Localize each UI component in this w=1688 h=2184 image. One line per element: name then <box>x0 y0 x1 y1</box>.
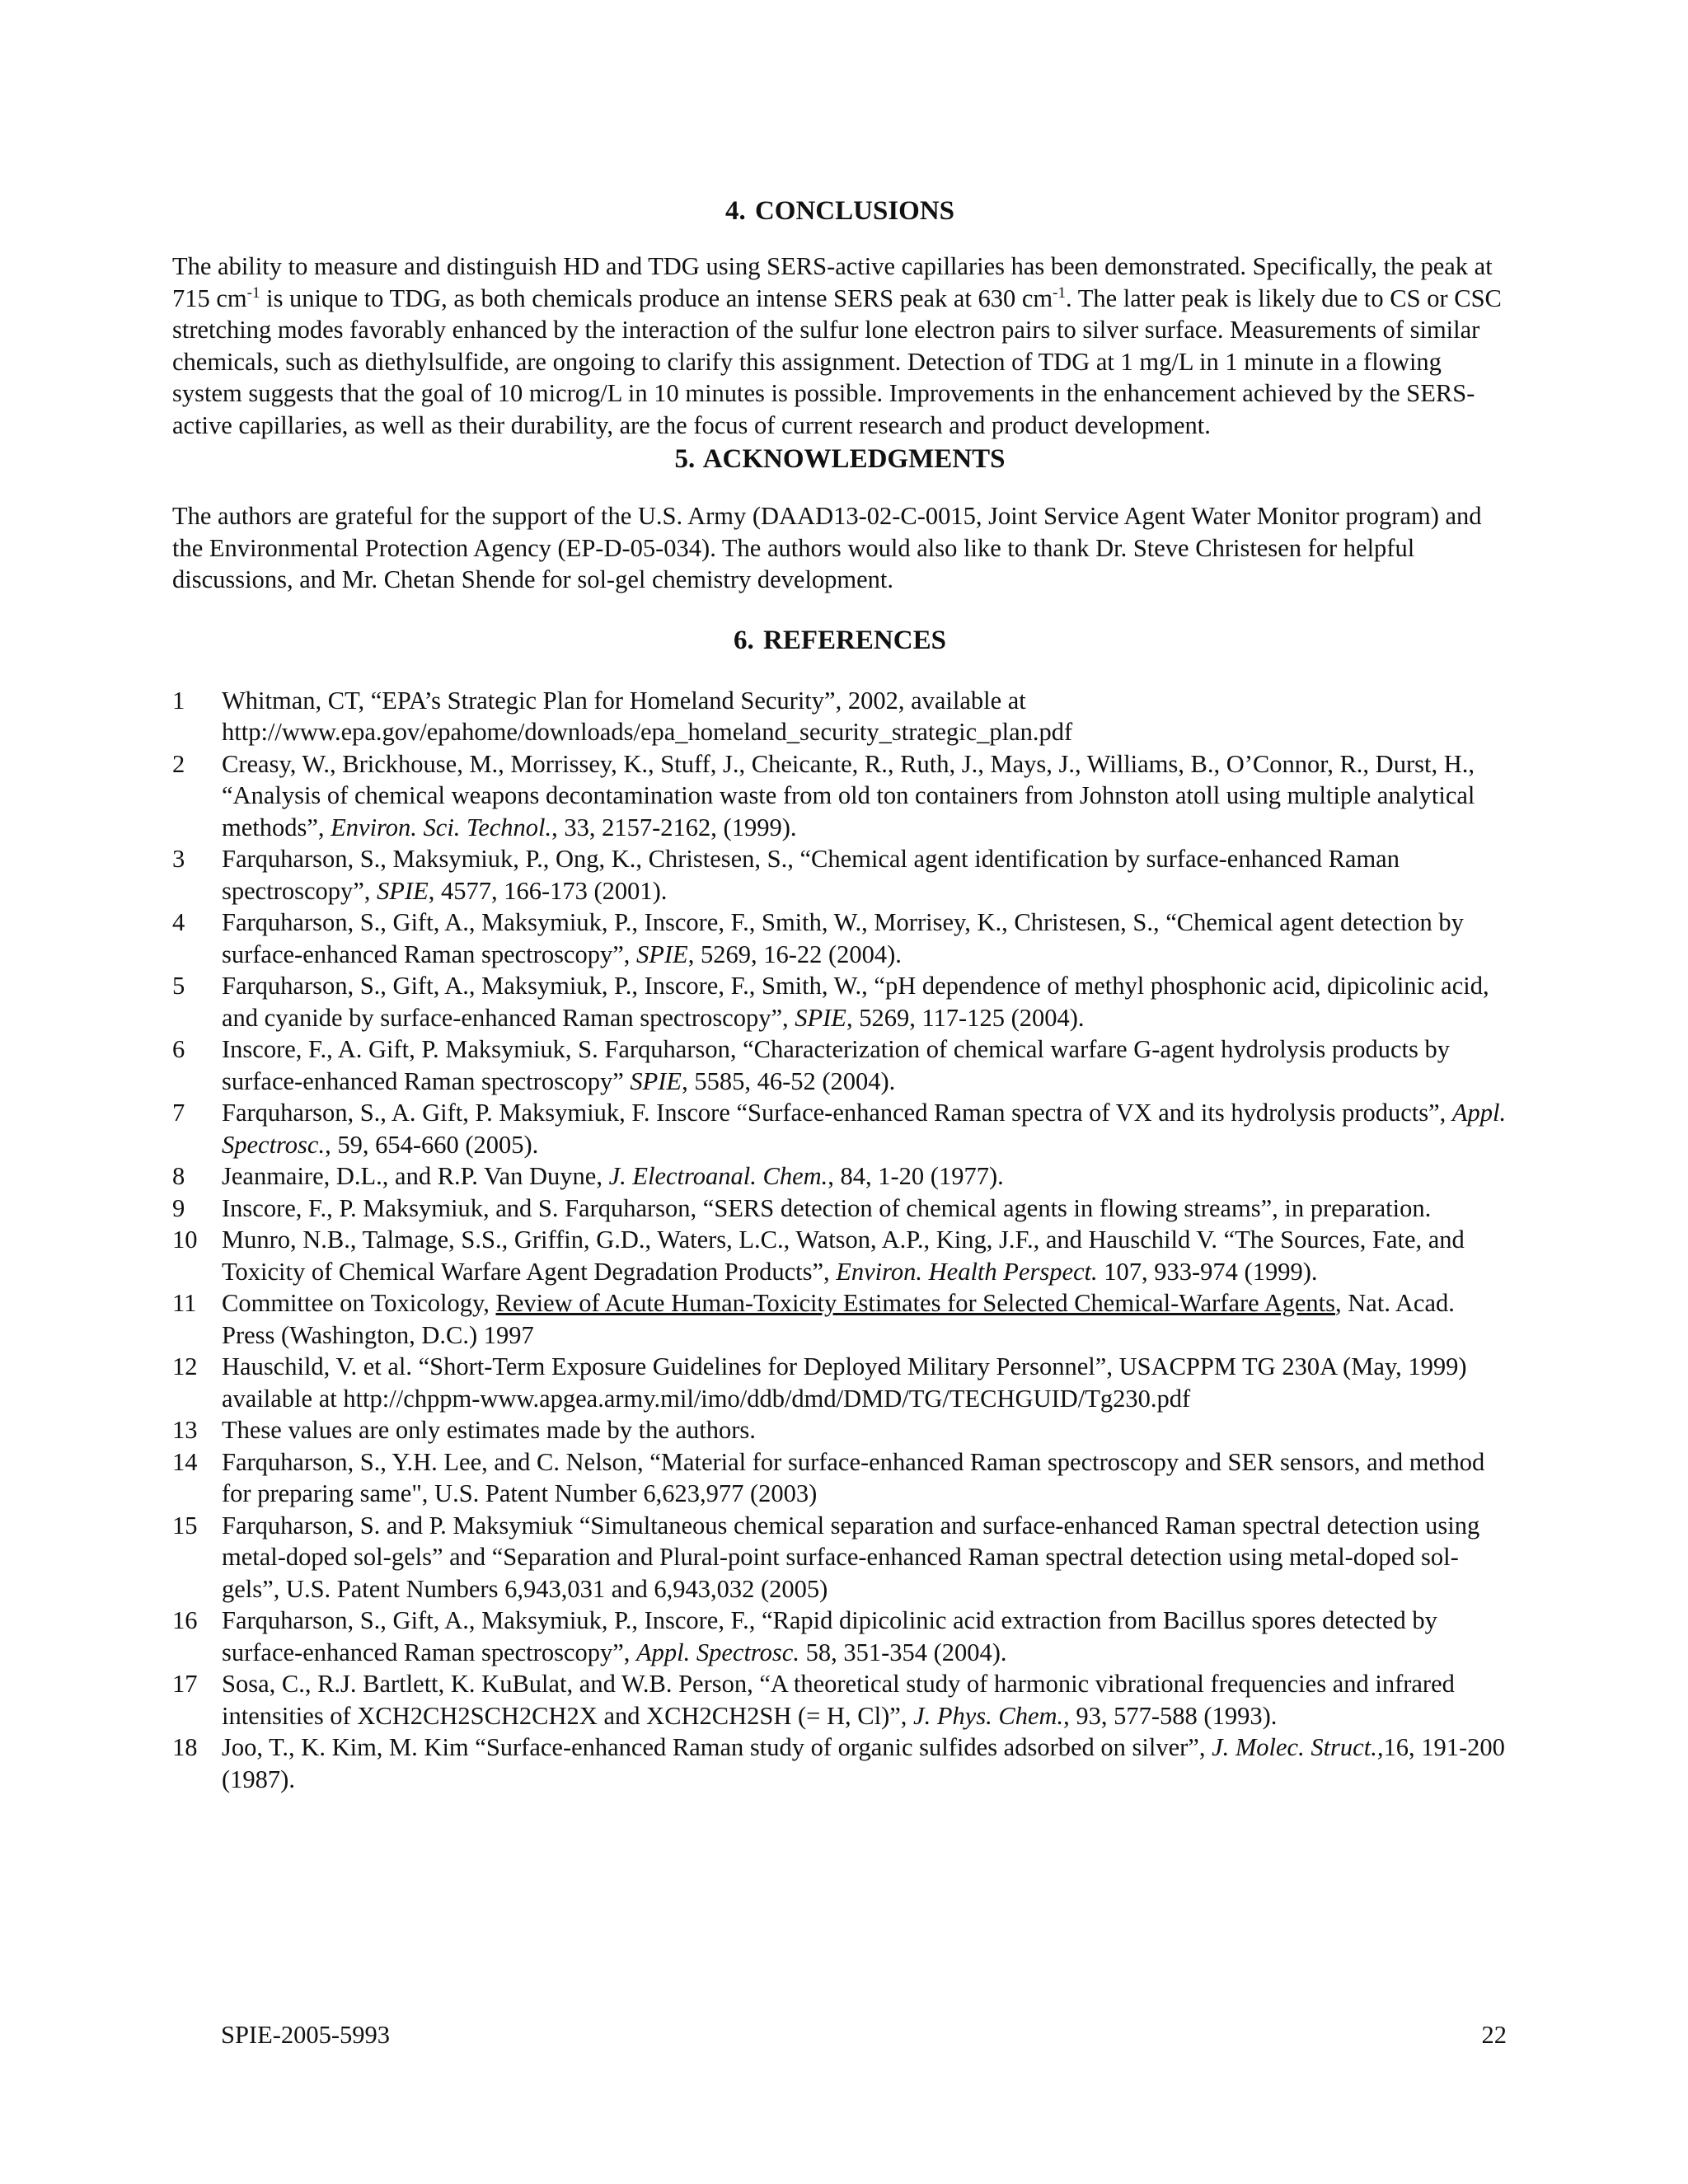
reference-item <box>172 1446 1507 1510</box>
reference-item <box>172 685 1507 748</box>
reference-number: 10 <box>172 1226 198 1254</box>
reference-number: 1 <box>172 686 185 715</box>
reference-number: 18 <box>172 1733 198 1761</box>
reference-item <box>172 1732 1507 1795</box>
reference-item <box>172 843 1507 907</box>
superscript: -1 <box>1053 284 1066 302</box>
conclusions-text-2: is unique to TDG, as both chemicals produce an intense SERS peak at 630 cm <box>260 284 1053 312</box>
reference-journal: SPIE <box>795 1003 846 1032</box>
reference-item <box>172 1193 1507 1225</box>
reference-journal: Environ. Sci. Technol. <box>331 813 552 841</box>
reference-item <box>172 1605 1507 1668</box>
reference-title-underlined: Review of Acute Human-Toxicity Estimates for Selected Chemical-Warfare Agents <box>495 1289 1336 1317</box>
reference-text: Farquharson, S., A. Gift, P. Maksymiuk, F. Inscore “Surface-enhanced Raman spectra of VX and its hydrolysis products”, <box>222 1099 1452 1127</box>
reference-text: Inscore, F., P. Maksymiuk, and S. Farquharson, “SERS detection of chemical agents in flowing streams”, in preparation. <box>222 1193 1432 1222</box>
reference-details: , 5269, 117-125 (2004). <box>846 1003 1085 1032</box>
reference-details: , 33, 2157-2162, (1999). <box>551 813 797 841</box>
reference-text: Sosa, C., R.J. Bartlett, K. KuBulat, and W.B. Person, “A theoretical study of harmonic vibrational frequencies and infrared intensities of XCH2CH2SCH2CH2X and XCH2CH2SH (= H, Cl)”, <box>222 1670 1455 1730</box>
reference-text: Farquharson, S., Gift, A., Maksymiuk, P., Inscore, F., Smith, W., “pH dependence of methyl phosphonic acid, dipicolinic acid, and cyanide by surface-enhanced Raman spectroscopy”, <box>222 972 1489 1032</box>
reference-text: Farquharson, S. and P. Maksymiuk “Simultaneous chemical separation and surface-enhanced Raman spectral detection using metal-doped sol-gels” and “Separation and Plural-point surface-enhanced Raman spectral detection using metal-doped sol-gels”, U.S. Patent Numbers 6,943,031 and 6,943,032 (2005) <box>222 1511 1480 1603</box>
reference-text: Farquharson, S., Gift, A., Maksymiuk, P., Inscore, F., Smith, W., Morrisey, K., Christesen, S., “Chemical agent detection by surface-enhanced Raman spectroscopy”, <box>222 908 1464 968</box>
reference-number: 9 <box>172 1193 185 1222</box>
reference-journal: Appl. Spectrosc. <box>222 1099 1507 1159</box>
acknowledgments-paragraph: The authors are grateful for the support of the U.S. Army (DAAD13-02-C-0015, Joint Service Agent Water Monitor program) and the Environmental Protection Agency (EP-D-05-034). The authors would also like to thank Dr. Steve Christesen for helpful discussions, and Mr. Chetan Shende for sol-gel chemistry development. <box>172 502 1482 593</box>
reference-item <box>172 1351 1507 1414</box>
conclusions-text-3: . The latter peak is likely due to CS or CSC stretching modes favorably enhanced by the interaction of the sulfur lone electron pairs to silver surface. Measurements of similar chemicals, such as diethylsulfide, are ongoing to clarify this assignment. Detection of TDG at 1 mg/L in 1 minute in a flowing system suggests that the goal of 10 microg/L in 10 minutes is possible. Improvements in the enhancement achieved by the SERS-active capillaries, as well as their durability, are the focus of current research and product development. <box>172 284 1502 439</box>
reference-item <box>172 1224 1507 1287</box>
reference-text: Creasy, W., Brickhouse, M., Morrissey, K., Stuff, J., Cheicante, R., Ruth, J., Mays, J., Williams, B., O’Connor, R., Durst, H., “Analysis of chemical weapons decontamination waste from old ton containers from Johnston atoll using multiple analytical methods”, <box>222 749 1475 841</box>
reference-text: Farquharson, S., Y.H. Lee, and C. Nelson, “Material for surface-enhanced Raman spectroscopy and SER sensors, and method for preparing same", U.S. Patent Number 6,623,977 (2003) <box>222 1447 1485 1507</box>
reference-number: 5 <box>172 972 185 1000</box>
reference-number: 15 <box>172 1511 198 1540</box>
reference-list <box>172 685 1507 1796</box>
conclusions-heading: 4. CONCLUSIONS <box>724 196 955 226</box>
reference-journal: Appl. Spectrosc. <box>636 1638 799 1666</box>
reference-details: , 59, 654-660 (2005). <box>325 1130 539 1159</box>
reference-details: , 93, 577-588 (1993). <box>1063 1701 1278 1730</box>
reference-number: 2 <box>172 749 185 778</box>
superscript: -1 <box>246 284 260 302</box>
reference-text: Joo, T., K. Kim, M. Kim “Surface-enhanced Raman study of organic sulfides adsorbed on silver”, <box>222 1733 1212 1761</box>
reference-details: 107, 933-974 (1999). <box>1097 1257 1318 1286</box>
page-content <box>172 194 1507 1795</box>
reference-number: 17 <box>172 1670 198 1698</box>
reference-details: , 5585, 46-52 (2004). <box>682 1066 896 1095</box>
reference-number: 11 <box>172 1289 197 1317</box>
reference-number: 4 <box>172 908 185 936</box>
reference-text: Whitman, CT, “EPA’s Strategic Plan for Homeland Security”, 2002, available at http://www.epa.gov/epahome/downloads/epa_homeland_security_strategic_plan.pdf <box>222 686 1073 746</box>
reference-item <box>172 1033 1507 1097</box>
conclusions-text-1: The ability to measure and distinguish HD and TDG using SERS-active capillaries has been demonstrated. Specifically, the peak at 715 cm <box>172 252 1493 312</box>
reference-journal: SPIE <box>377 876 429 905</box>
reference-journal: Environ. Health Perspect. <box>836 1257 1098 1286</box>
reference-item <box>172 1668 1507 1732</box>
reference-text: Committee on Toxicology, <box>222 1289 496 1317</box>
reference-number: 16 <box>172 1606 198 1634</box>
conclusions-paragraph <box>172 251 1507 441</box>
reference-number: 7 <box>172 1099 185 1127</box>
reference-journal: SPIE <box>636 940 688 968</box>
reference-number: 13 <box>172 1416 198 1444</box>
reference-item <box>172 1510 1507 1605</box>
reference-details: , 4577, 166-173 (2001). <box>428 876 668 905</box>
reference-item <box>172 1160 1507 1193</box>
reference-details: , Nat. Acad. Press (Washington, D.C.) 1997 <box>222 1289 1455 1349</box>
page-number: 22 <box>1481 2021 1507 2049</box>
reference-item <box>172 1414 1507 1446</box>
reference-details: , 84, 1-20 (1977). <box>828 1162 1004 1190</box>
reference-text: Farquharson, S., Maksymiuk, P., Ong, K., Christesen, S., “Chemical agent identification by surface-enhanced Raman spectroscopy”, <box>222 845 1400 905</box>
reference-item <box>172 907 1507 970</box>
reference-text: Jeanmaire, D.L., and R.P. Van Duyne, <box>222 1162 609 1190</box>
reference-details: , 5269, 16-22 (2004). <box>687 940 902 968</box>
reference-journal: J. Phys. Chem. <box>913 1701 1064 1730</box>
reference-text: These values are only estimates made by the authors. <box>222 1416 756 1444</box>
reference-item <box>172 748 1507 844</box>
reference-number: 8 <box>172 1162 185 1190</box>
acknowledgments-heading: 5. ACKNOWLEDGMENTS <box>674 444 1006 474</box>
footer-paper-id: SPIE-2005-5993 <box>221 2021 391 2049</box>
reference-journal: J. Electroanal. Chem. <box>608 1162 828 1190</box>
reference-details: 58, 351-354 (2004). <box>799 1638 1007 1666</box>
reference-item <box>172 1097 1507 1160</box>
reference-item <box>172 1287 1507 1351</box>
reference-text: Inscore, F., A. Gift, P. Maksymiuk, S. Farquharson, “Characterization of chemical warfare G-agent hydrolysis products by surface-enhanced Raman spectroscopy” <box>222 1035 1451 1095</box>
reference-text: Hauschild, V. et al. “Short-Term Exposure Guidelines for Deployed Military Personnel”, USACPPM TG 230A (May, 1999) available at http://chppm-www.apgea.army.mil/imo/ddb/dmd/DMD/TG/TECHGUID/Tg230.pdf <box>222 1352 1467 1413</box>
reference-number: 12 <box>172 1352 198 1380</box>
reference-journal: J. Molec. Struct., <box>1212 1733 1384 1761</box>
reference-number: 3 <box>172 845 185 873</box>
reference-text: Munro, N.B., Talmage, S.S., Griffin, G.D., Waters, L.C., Watson, A.P., King, J.F., and Hauschild V. “The Sources, Fate, and Toxicity of Chemical Warfare Agent Degradation Products”, <box>222 1226 1465 1286</box>
reference-item <box>172 970 1507 1033</box>
reference-number: 6 <box>172 1035 185 1063</box>
reference-details: 16, 191-200 (1987). <box>222 1733 1505 1793</box>
reference-text: Farquharson, S., Gift, A., Maksymiuk, P., Inscore, F., “Rapid dipicolinic acid extraction from Bacillus spores detected by surface-enhanced Raman spectroscopy”, <box>222 1606 1437 1666</box>
references-heading: 6. REFERENCES <box>734 625 946 655</box>
reference-journal: SPIE <box>630 1066 682 1095</box>
reference-number: 14 <box>172 1447 198 1476</box>
